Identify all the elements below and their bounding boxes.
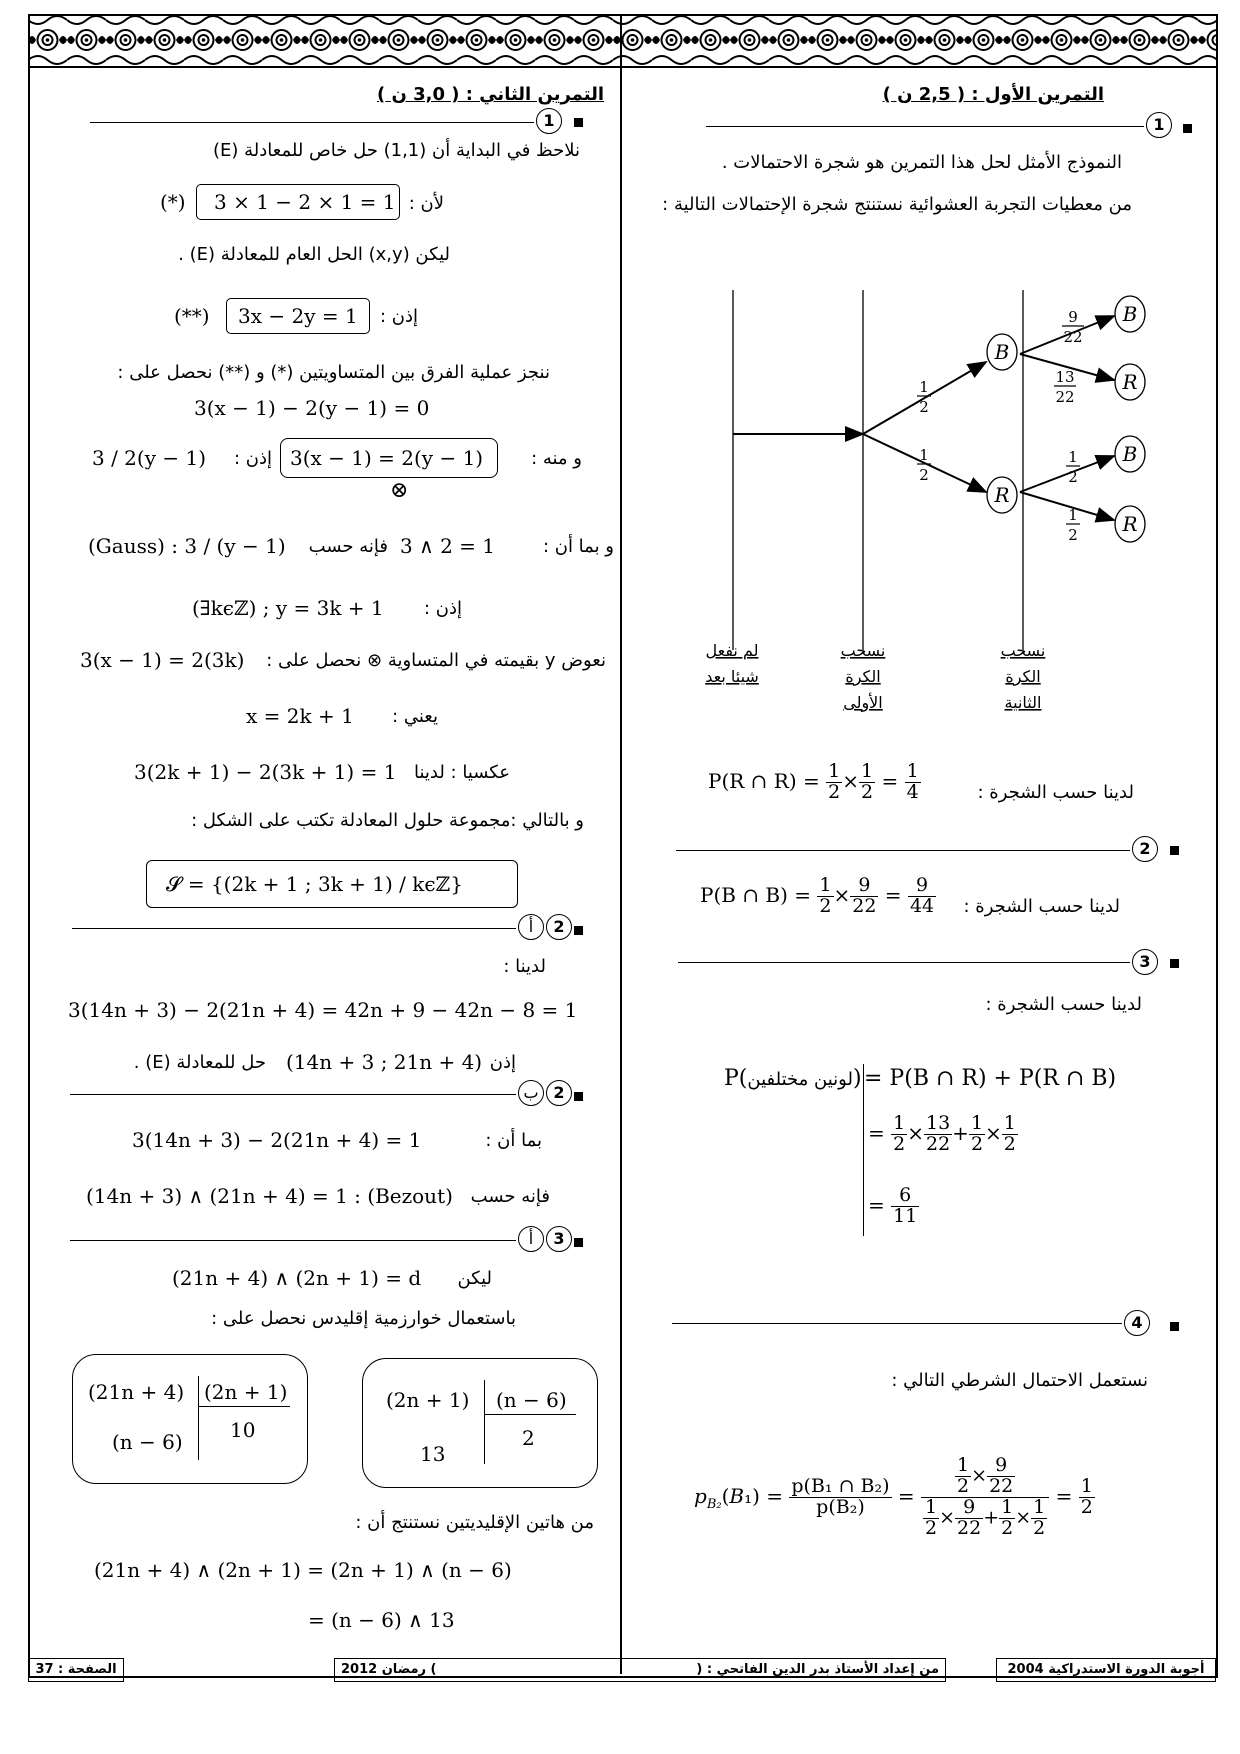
text-label: فإنه حسب [470,1186,550,1207]
num: 9 [850,876,878,897]
bullet [574,926,583,935]
formula: = $\frac{1}{2}$ × $\frac{13}{22}$ + $\frac{1}{2}$ × $\frac{1}{2}$ [868,1112,1016,1155]
text-label: إذن : [423,598,462,619]
rule [72,928,516,929]
stage-label: لم نفعل [705,641,759,660]
formula: 3 / 2(y − 1) [92,446,207,470]
text-line: من معطيات التجربة العشوائية نستنتج شجرة الإحتمالات التالية : [662,194,1132,215]
question-3a-badge: 3 [546,1226,572,1252]
num: 6 [891,1186,919,1207]
dividend: (21n + 4) [88,1380,185,1404]
text-line: لدينا حسب الشجرة : [977,782,1134,803]
equation-tag: (*) [160,190,186,214]
otimes-symbol: ⊗ [390,478,409,503]
bullet [574,1092,583,1101]
num: 1 [861,760,874,782]
bullet [1170,1322,1179,1331]
text-line: نستعمل الاحتمال الشرطي التالي : [891,1370,1148,1391]
den: 2 [1003,1132,1016,1155]
rule [90,122,534,123]
num: 1 [1001,1495,1014,1518]
exercise-2-title: التمرين الثاني : ( 3,0 ن ) [376,84,604,105]
text-label: إذن [489,1052,516,1073]
text-label: لدينا : [503,956,546,977]
text-label: يعني : [392,706,438,727]
num: 1 [957,1454,970,1476]
text-line: لدينا حسب الشجرة : [985,994,1142,1015]
prob-open: P( [724,1066,748,1091]
formula: x = 2k + 1 [246,704,354,728]
fraction [955,1456,971,1497]
text-line: النموذج الأمثل لحل هذا التمرين هو شجرة الاحتمالات . [721,152,1122,173]
fraction [817,876,833,917]
fraction [1002,1114,1018,1155]
den: 2 [925,1516,938,1539]
fraction [789,1474,891,1518]
fraction [891,1114,907,1155]
text-line: من هاتين الإقليديتين نستنتج أن : [355,1512,594,1533]
formula: 𝓢 = {(2k + 1 ; 3k + 1) / kϵℤ} [166,872,463,896]
formula: 3(14n + 3) − 2(21n + 4) = 1 [132,1128,422,1152]
bullet [1170,846,1179,855]
branch-prob-den: 22 [1055,388,1075,406]
text-line: باستعمال خوارزمية إقليدس نحصل على : [211,1308,516,1329]
den: 2 [970,1132,984,1155]
rule [678,962,1130,963]
divisor: (2n + 1) [204,1380,288,1404]
formula: 3(x − 1) = 2(y − 1) [290,446,484,470]
formula: 3x − 2y = 1 [238,304,358,328]
rule [70,1094,516,1095]
formula: $p_{B_2}(B_1)$ = $\frac{\text{p(B₁ ∩ B₂)}}{\text{p(B₂)}}$ = $\frac{1}{2}$ × $\frac{9}{22}$ $\frac{1}{2}$ × $\frac{9}{22}$ + $\frac{1}{2}$ × $\frac{1}{2}$ = $\frac{1}{2}$ [694,1454,1093,1539]
text-label: إذن : [379,306,418,327]
remainder: (n − 6) [112,1430,183,1454]
branch-prob-den: 22 [1063,328,1083,346]
branch-prob-num: 1 [919,446,929,464]
branch-prob-num: 1 [1068,448,1078,466]
den: 44 [909,894,935,917]
bullet [574,1238,583,1247]
footer-author [334,1658,946,1682]
stage-label: نسحب [1000,641,1046,660]
p-symbol: p [694,1483,707,1508]
equation-bar [863,1064,864,1236]
den: 11 [893,1204,918,1227]
rule [676,850,1130,851]
den: 2 [957,1474,970,1497]
stage-label: نسحب [840,641,886,660]
den: 2 [828,780,841,803]
branch-prob-num: 9 [1068,308,1078,326]
stage-label: الثانية [1004,693,1042,712]
dividend: (2n + 1) [386,1388,470,1412]
rule [706,126,1144,127]
formula: 3 × 1 − 2 × 1 = 1 [214,190,396,214]
fraction [969,1114,985,1155]
equation-tag: (**) [174,304,210,328]
num: 9 [987,1456,1015,1477]
formula: (14n + 3) ∧ (21n + 4) = 1 : (Bezout) [86,1184,453,1208]
formula: (21n + 4) ∧ (2n + 1) = (2n + 1) ∧ (n − 6) [94,1558,512,1582]
num: 1 [925,1495,938,1518]
quotient: 2 [522,1426,535,1450]
text-label: و بما أن : [542,536,614,557]
formula-lhs: P(R ∩ R) = [708,768,820,793]
tree-branch [1020,492,1114,520]
bullet [1183,124,1192,133]
text-line: لدينا حسب الشجرة : [963,896,1120,917]
fraction [850,876,878,917]
formula: (21n + 4) ∧ (2n + 1) = d [172,1266,422,1290]
den: 2 [1080,1495,1093,1518]
text-label: لأن : [408,193,444,214]
den: 22 [989,1474,1014,1497]
den: 2 [893,1132,906,1155]
formula: P(R ∩ R) = $\frac{1}{2}$ × $\frac{1}{2}$ = $\frac{1}{4}$ [708,760,919,803]
branch-prob-den: 2 [919,398,929,416]
formula-lhs: P(B ∩ B) = [700,882,812,907]
formula-rhs: = P(B ∩ R) + P(R ∩ B) [864,1066,1117,1091]
question-1-badge: 1 [1146,112,1172,138]
text-label: نعوض y بقيمته في المتساوية ⊗ نحصل على : [266,650,606,671]
den: 22 [925,1132,951,1155]
fraction [891,1186,919,1227]
branch-prob-num: 13 [1055,368,1075,386]
exercise-1-title: التمرين الأول : ( 2,5 ن ) [882,84,1104,105]
den: 22 [957,1516,982,1539]
text-label: و منه : [531,448,582,469]
euclid-division-box [72,1354,308,1484]
formula: (Gauss) : 3 / (y − 1) [88,534,286,558]
footer-date: ) رمضان 2012 [341,1662,437,1677]
tree-branch [1020,456,1114,492]
num: 13 [925,1112,951,1134]
question-3-badge: 3 [1132,949,1158,975]
num: 1 [1033,1495,1046,1518]
formula: 3(x − 1) − 2(y − 1) = 0 [194,396,430,420]
stage-label: شيئا بعد [705,667,759,686]
formula: = (n − 6) ∧ 13 [308,1608,455,1632]
num: 1 [893,1112,906,1134]
branch-prob-den: 2 [1068,468,1078,486]
fraction [955,1495,983,1539]
footer-author-text: من إعداد الأستاذ بدر الدين الفاتحي : ( [696,1662,939,1677]
den: 22 [852,894,877,917]
stage-label: الكرة [845,667,881,686]
remainder: 13 [420,1442,446,1466]
fraction [905,762,921,803]
text-line: ليكن (x,y) الحل العام للمعادلة (E) . [178,244,450,265]
num: 1 [819,874,832,896]
den: p(B₂) [816,1495,865,1518]
formula: (∃kϵℤ) ; y = 3k + 1 [192,596,384,620]
bullet [574,118,583,127]
fraction [1031,1495,1047,1539]
question-2b-badge: 2 [546,1080,572,1106]
stage-label: الأولى [843,693,883,712]
branch-prob-den: 2 [919,466,929,484]
node-label: R [1122,370,1138,394]
den: 4 [906,780,919,803]
node-label: B [1122,302,1138,326]
text-label: إذن : [233,448,272,469]
den: 2 [1001,1516,1014,1539]
rule [672,1323,1122,1324]
node-label: R [994,483,1010,507]
text-line: ننجز عملية الفرق بين المتساويتين (*) و (**) نحصل على : [117,362,550,383]
den: 2 [861,780,874,803]
text-label: حل للمعادلة (E) . [133,1052,266,1073]
fraction [999,1495,1015,1539]
num: $\frac{1}{2}$ × $\frac{9}{22}$ [921,1456,1049,1498]
text-label: عكسيا : لدينا [413,762,510,783]
part-a-badge: أ [518,914,544,940]
division-rule [198,1406,290,1407]
footer-exam-title: أجوبة الدورة الاستدراكية 2004 [996,1658,1216,1682]
compound-fraction [921,1456,1049,1539]
fraction [987,1456,1015,1497]
question-1-badge: 1 [536,108,562,134]
stage-label: الكرة [1005,667,1041,686]
num: 1 [970,1112,984,1134]
node-label: R [1122,512,1138,536]
den: 2 [1033,1516,1046,1539]
part-a-badge: أ [518,1226,544,1252]
branch-prob-num: 1 [919,378,929,396]
rule [70,1240,516,1241]
part-b-badge: ب [518,1080,544,1106]
question-2-badge: 2 [1132,836,1158,862]
bullet [1170,959,1179,968]
quotient: 10 [230,1418,256,1442]
formula: 3(14n + 3) − 2(21n + 4) = 42n + 9 − 42n − 8 = 1 [68,998,578,1022]
fraction [924,1114,952,1155]
num: 1 [828,760,841,782]
question-4-badge: 4 [1124,1310,1150,1336]
text-label: ليكن [457,1268,492,1289]
den: 2 [819,894,832,917]
formula: P(B ∩ B) = $\frac{1}{2}$ × $\frac{9}{22}$ = $\frac{9}{44}$ [700,874,935,917]
branch-prob-num: 1 [1068,506,1078,524]
fraction [923,1495,939,1539]
fraction [1079,1474,1095,1518]
divisor: (n − 6) [496,1388,567,1412]
division-bar [484,1380,485,1464]
fraction [908,876,936,917]
num: 9 [955,1498,983,1519]
probability-tree [700,280,1160,740]
den: $\frac{1}{2}$ × $\frac{9}{22}$ + $\frac{1}{2}$ × $\frac{1}{2}$ [925,1495,1046,1539]
formula: 3(2k + 1) − 2(3k + 1) = 1 [134,760,397,784]
question-2a-badge: 2 [546,914,572,940]
footer-page-number: الصفحة : 37 [28,1658,124,1682]
prob-event: لونين مختلفين [747,1069,853,1090]
text-label: فإنه حسب [308,536,388,557]
fraction [826,762,842,803]
num: 1 [906,760,919,782]
formula: (14n + 3 ; 21n + 4) [286,1050,483,1074]
euclid-division-box [362,1358,598,1488]
formula: 3(x − 1) = 2(3k) [80,648,245,672]
column-divider [620,14,622,1674]
branch-prob-den: 2 [1068,526,1078,544]
node-label: B [1122,442,1138,466]
text-label: بما أن : [485,1130,542,1151]
formula: = $\frac{6}{11}$ [868,1184,918,1227]
formula: P(لونين مختلفين) [724,1066,862,1091]
text-line: و بالتالي :مجموعة حلول المعادلة تكتب على الشكل : [191,810,584,831]
division-rule [484,1414,576,1415]
num: 1 [1003,1112,1016,1134]
formula: 3 ∧ 2 = 1 [400,534,495,558]
division-bar [198,1376,199,1460]
num: p(B₁ ∩ B₂) [791,1474,890,1497]
num: 9 [908,876,936,897]
num: 1 [1080,1474,1093,1497]
node-label: B [994,340,1010,364]
fraction [859,762,875,803]
text-line: نلاحظ في البداية أن (1,1) حل خاص للمعادلة (E) [212,140,580,161]
